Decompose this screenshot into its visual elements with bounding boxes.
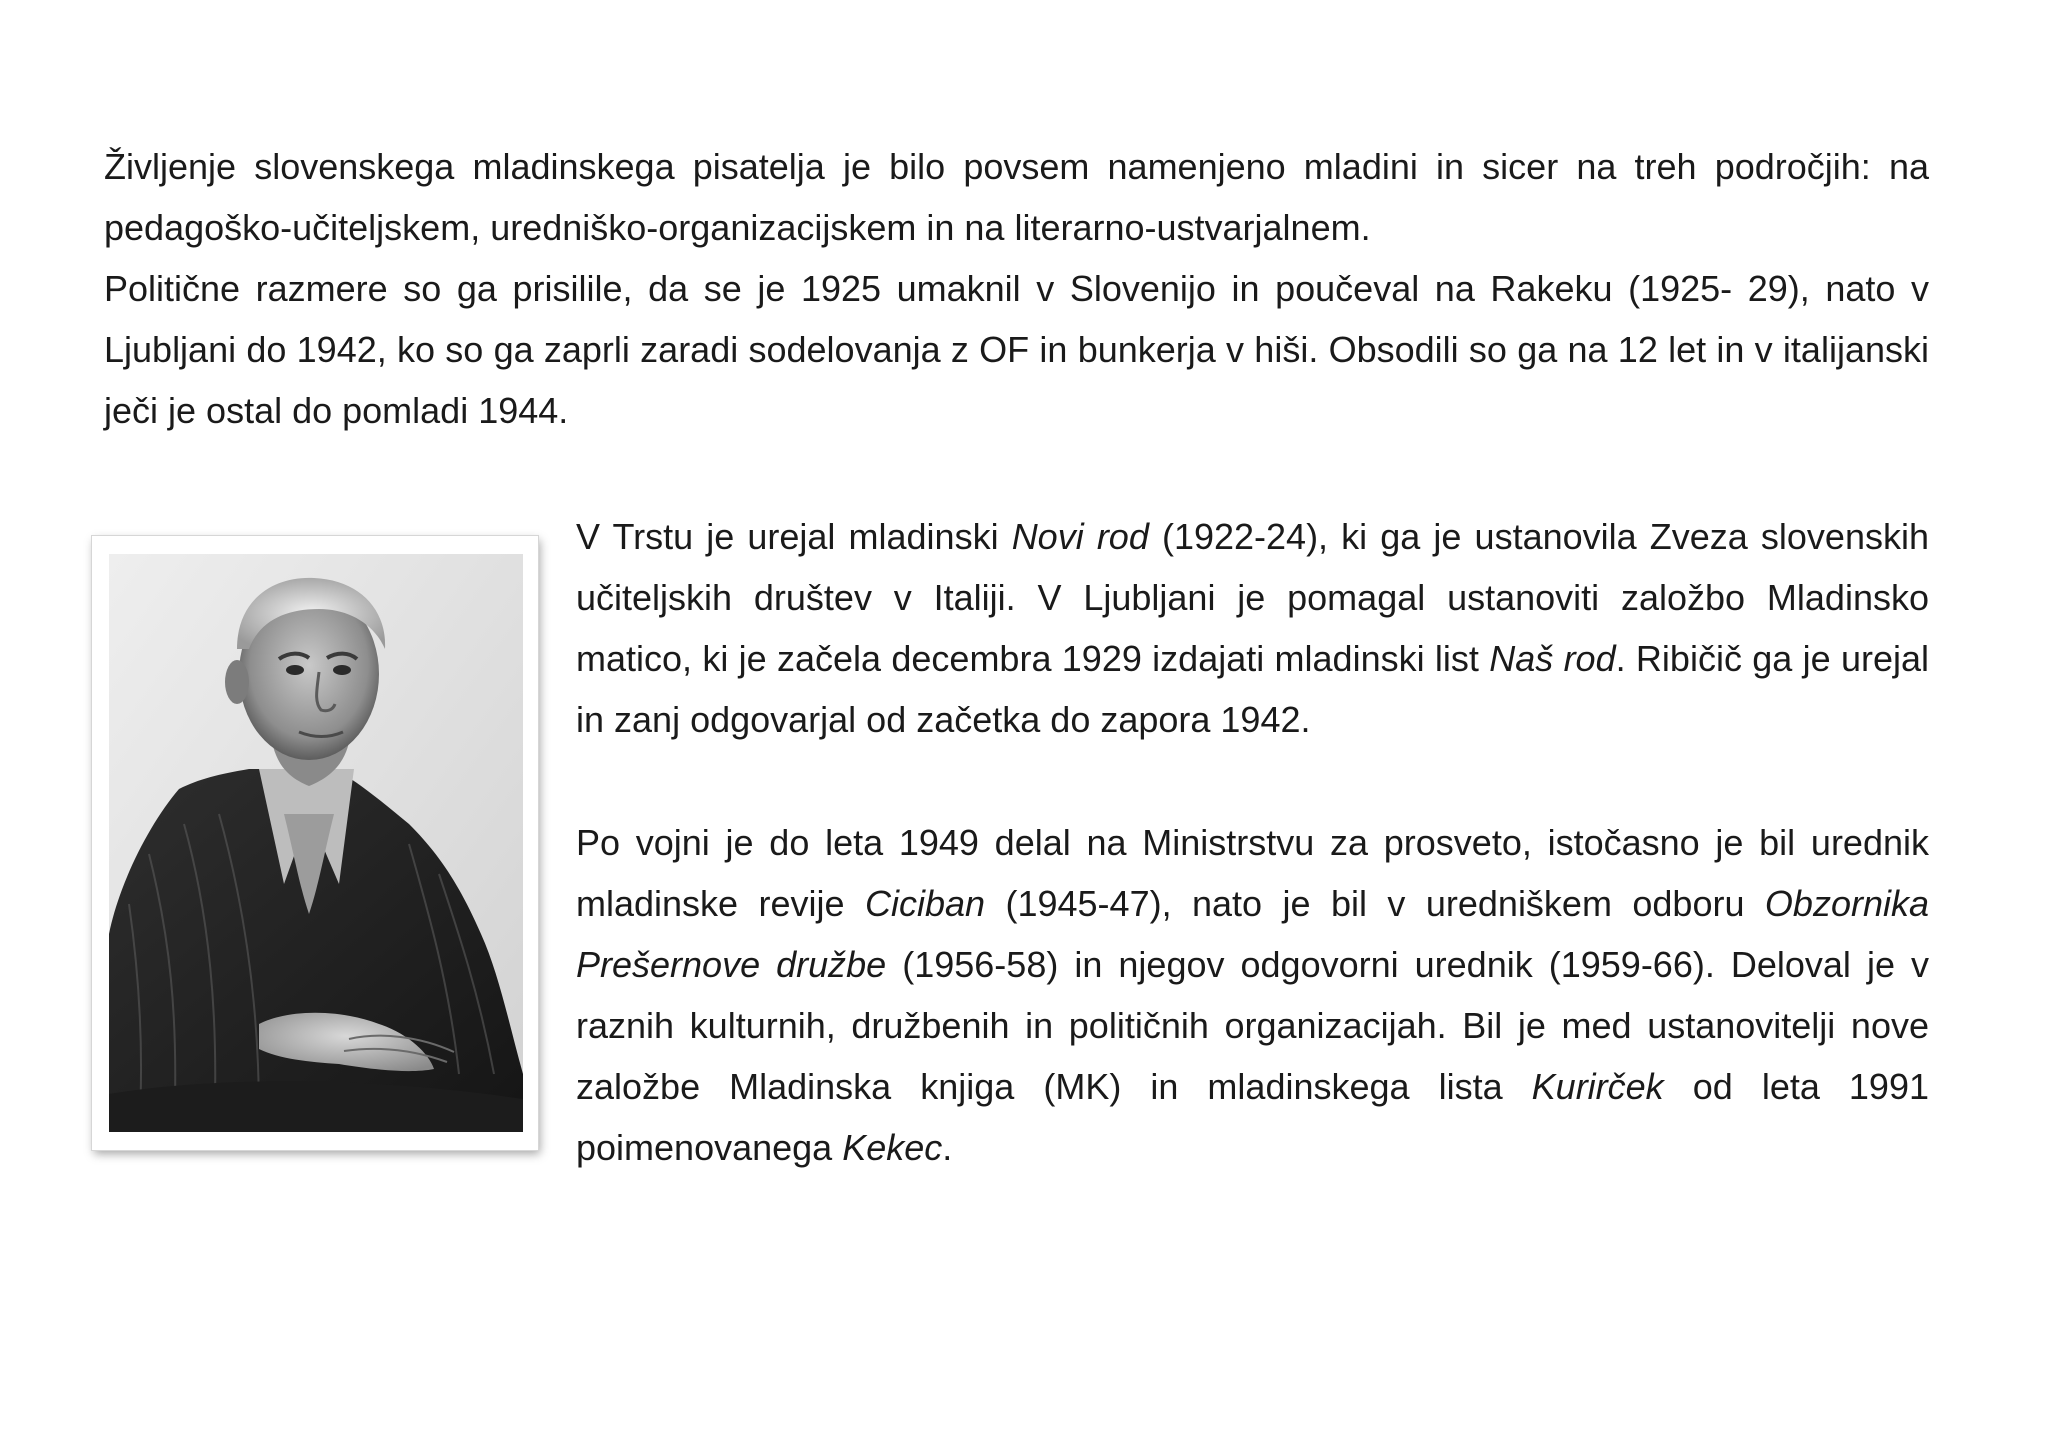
postwar-title-ciciban: Ciciban (864, 883, 986, 924)
postwar-title-obzornik: Obzornika Prešernove družbe (576, 883, 1929, 985)
portrait-photo (109, 554, 523, 1132)
postwar-text-3: (1945-47), nato je bil v uredniškem odboru (985, 883, 1765, 924)
trst-text-1: V Trstu je urejal mladinski (576, 516, 1012, 557)
portrait-photo-frame (92, 536, 538, 1150)
trst-text-3: (1922-24), ki ga je ustanovila Zveza slovenskih učiteljskih društev v Italiji. V Ljubljani je pomagal ustanoviti založbo Mladinsko matico, ki je začela decembra 1929 izdajati mladinski list (576, 516, 1929, 679)
postwar-text-5: (1956-58) in njegov odgovorni urednik (1959-66). Deloval je v raznih kulturnih, družbenih in političnih organizacijah. Bil je med ustanovitelji nove založbe Mladinska knjiga (MK) in mladinskega lista (576, 944, 1930, 1107)
intro-text-2: Politične razmere so ga prisilile, da se je 1925 umaknil v Slovenijo in poučeval na Rakeku (1925- 29), nato v Ljubljani do 1942, ko so ga zaprli zaradi sodelovanja z OF in bunkerja v hiši. Obsodili so ga na 12 let in v italijanski ječi je ostal do pomladi 1944. (104, 268, 1929, 431)
intro-paragraph (104, 136, 1929, 441)
portrait-image (109, 554, 523, 1132)
trst-title-nas-rod: Naš rod (1489, 638, 1616, 679)
postwar-title-kekec: Kekec (842, 1127, 943, 1168)
postwar-text-9: . (942, 1127, 953, 1168)
intro-text-1: Življenje slovenskega mladinskega pisatelja je bilo povsem namenjeno mladini in sicer na treh področjih: na pedagoško-učiteljskem, uredniško-organizacijskem in na literarno-ustvarjalnem. (104, 146, 1929, 248)
postwar-text-1: Po vojni je do leta 1949 delal na Ministrstvu za prosveto, istočasno je bil urednik mladinske revije (576, 822, 1929, 924)
postwar-text-7: od leta 1991 poimenovanega (576, 1066, 1929, 1168)
postwar-title-kurircek: Kurirček (1531, 1066, 1664, 1107)
trst-title-novi-rod: Novi rod (1011, 516, 1149, 557)
trst-paragraph (576, 506, 1929, 750)
trst-text-5: . Ribičič ga je urejal in zanj odgovarjal od začetka do zapora 1942. (576, 638, 1929, 740)
postwar-paragraph (576, 812, 1929, 1178)
